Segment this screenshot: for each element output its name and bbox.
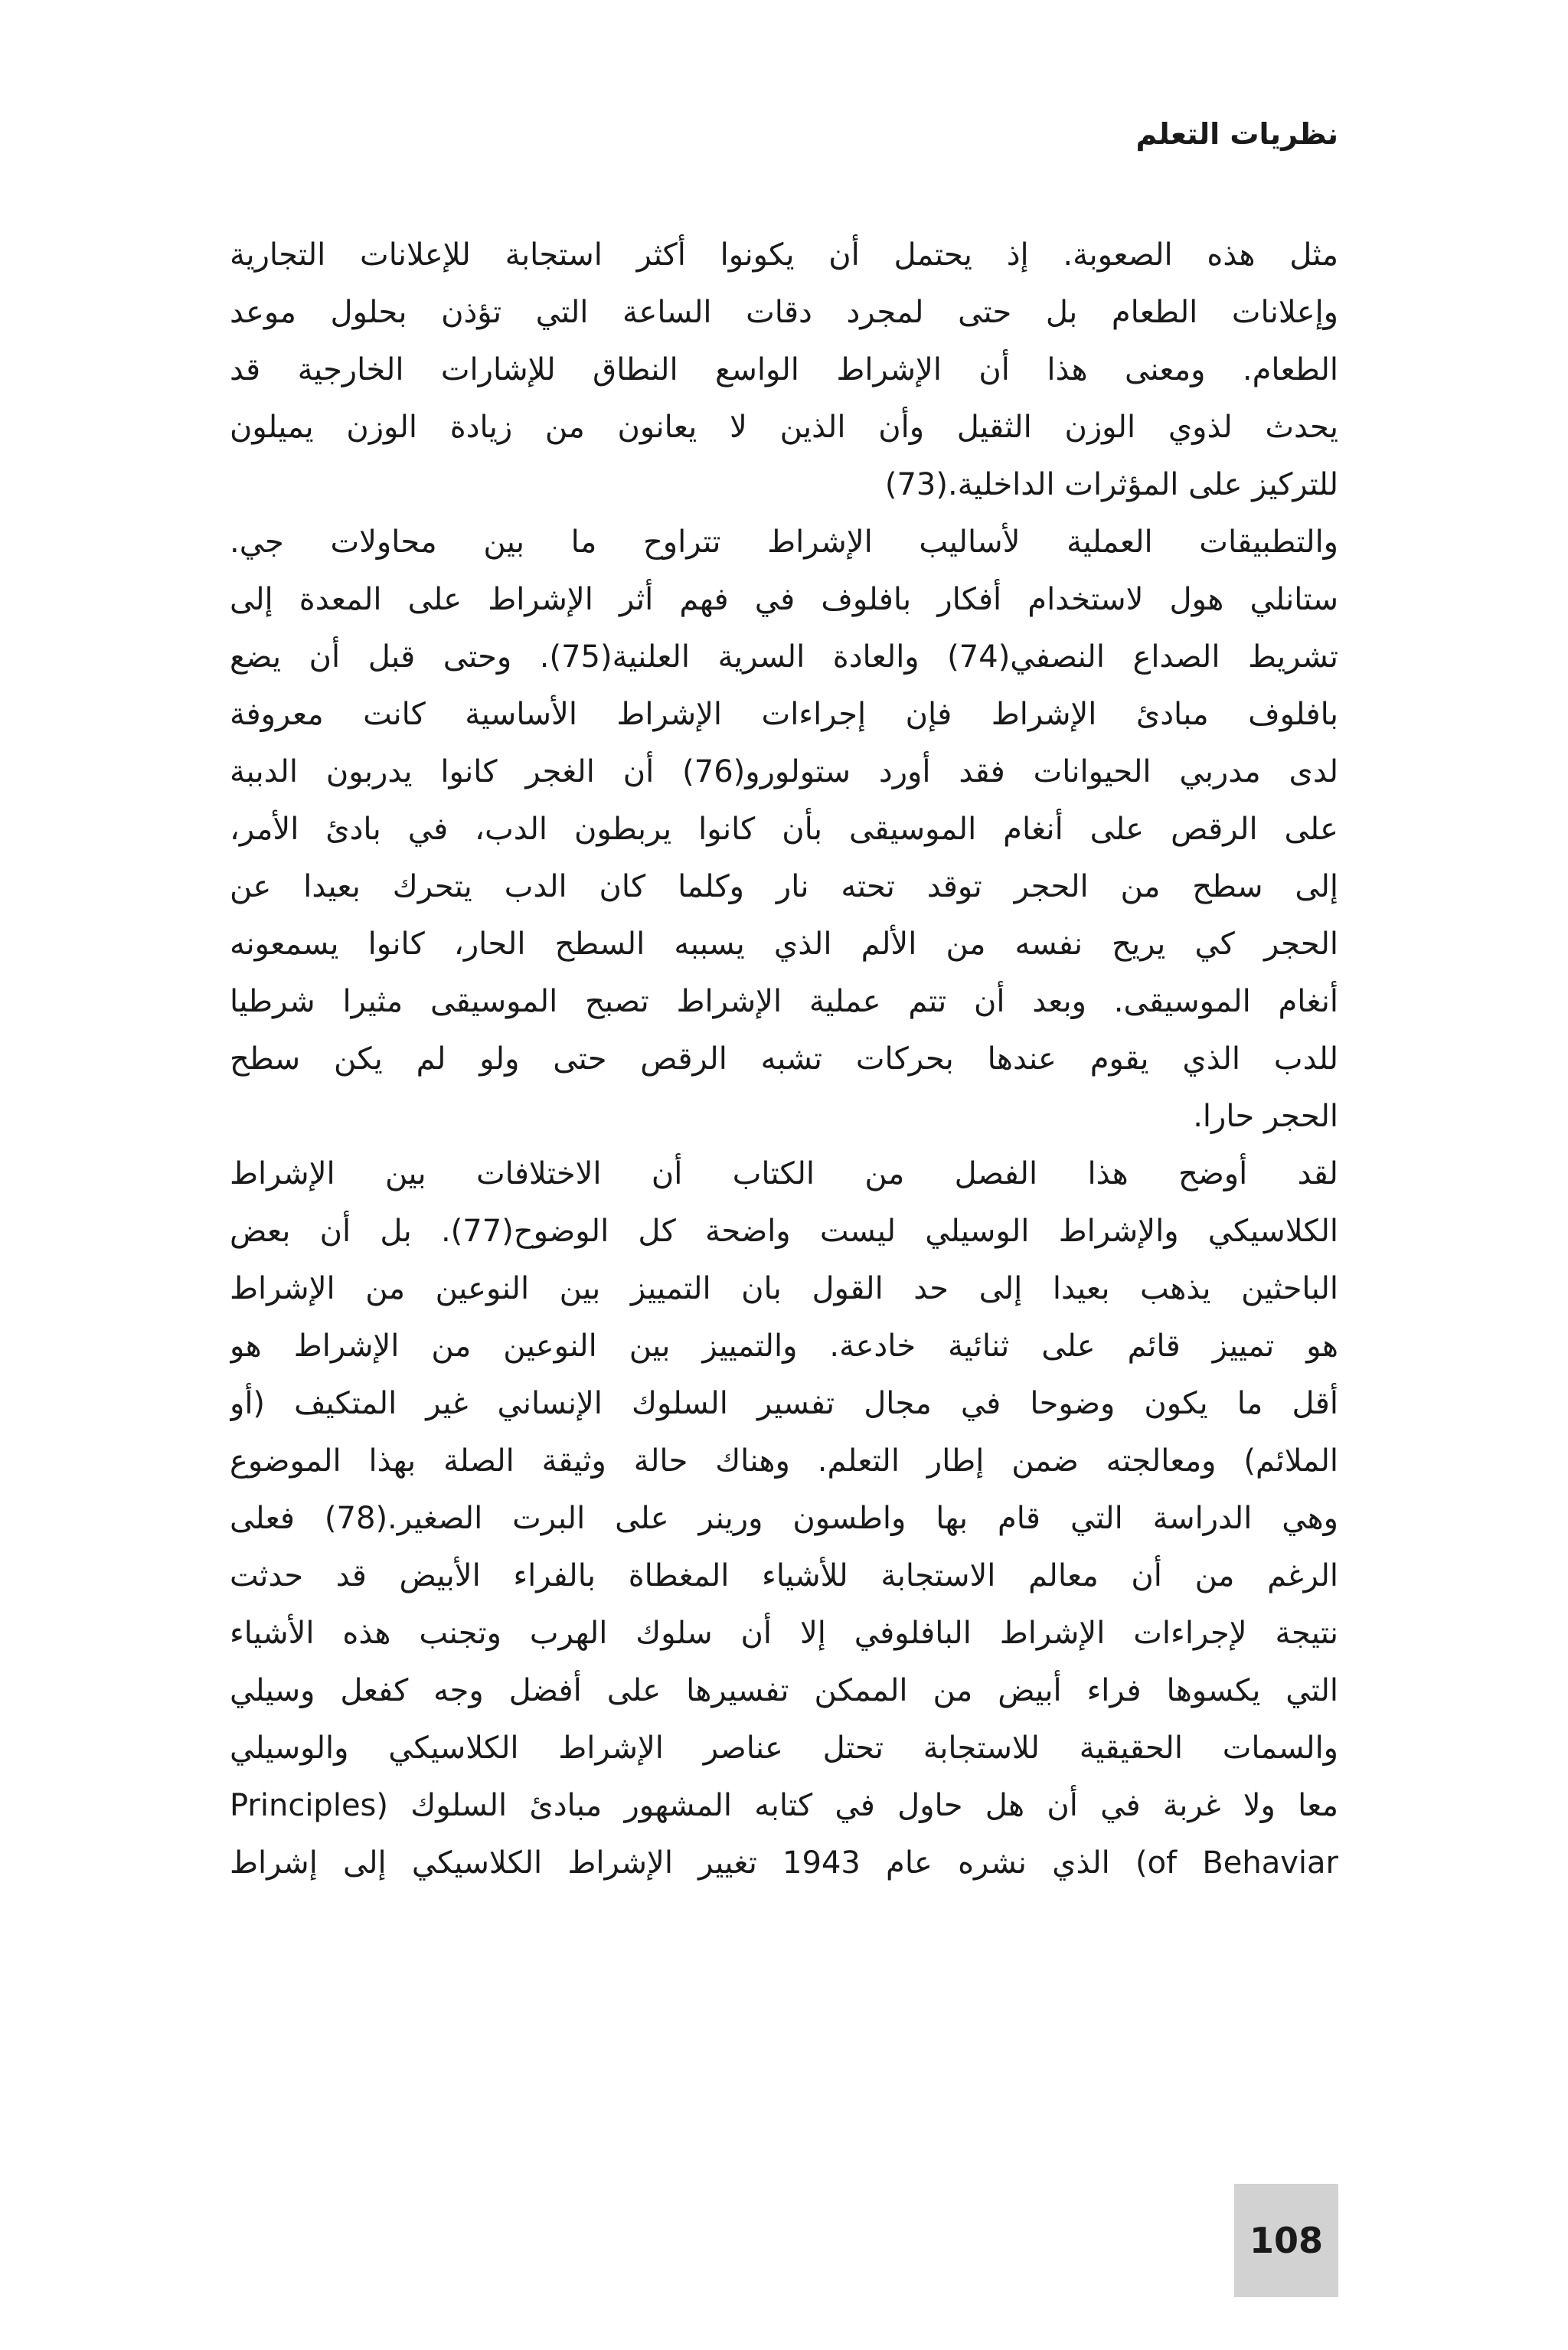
text-line: للتركيز على المؤثرات الداخلية.(73)	[884, 467, 1338, 502]
text-line: معا ولا غربة في أن هل حاول في كتابه المشهور مبادئ السلوك (Principles	[230, 1788, 1338, 1823]
body-text	[230, 227, 1338, 1892]
text-line: الحجر حارا.	[1193, 1099, 1338, 1134]
text-line: والسمات الحقيقية للاستجابة تحتل عناصر الإشراط الكلاسيكي والوسيلي	[230, 1731, 1338, 1766]
running-head-title: نظريات التعلم	[1135, 117, 1338, 151]
text-line: نتيجة لإجراءات الإشراط البافلوفي إلا أن سلوك الهرب وتجنب هذه الأشياء	[230, 1616, 1338, 1651]
text-line: يحدث لذوي الوزن الثقيل وأن الذين لا يعانون من زيادة الوزن يميلون	[230, 410, 1338, 445]
text-line: للدب الذي يقوم عندها بحركات تشبه الرقص حتى ولو لم يكن سطح	[230, 1041, 1338, 1077]
text-line: وهي الدراسة التي قام بها واطسون ورينر على البرت الصغير.(78) فعلى	[230, 1501, 1338, 1536]
text-line: والتطبيقات العملية لأساليب الإشراط تتراوح ما بين محاولات جي.	[230, 525, 1338, 560]
text-line: لدى مدربي الحيوانات فقد أورد ستولورو(76) أن الغجر كانوا يدربون الدببة	[230, 754, 1338, 789]
text-line: ستانلي هول لاستخدام أفكار بافلوف في فهم أثر الإشراط على المعدة إلى	[230, 582, 1338, 617]
text-line: الطعام. ومعنى هذا أن الإشراط الواسع النطاق للإشارات الخارجية قد	[230, 352, 1338, 387]
text-line: لقد أوضح هذا الفصل من الكتاب أن الاختلافات بين الإشراط	[230, 1156, 1338, 1191]
page-number: 108	[1234, 2184, 1338, 2297]
text-line: أقل ما يكون وضوحا في مجال تفسير السلوك الإنساني غير المتكيف (أو	[230, 1386, 1338, 1421]
text-line: الكلاسيكي والإشراط الوسيلي ليست واضحة كل الوضوح(77). بل أن بعض	[230, 1214, 1338, 1249]
text-line: إلى سطح من الحجر توقد تحته نار وكلما كان الدب يتحرك بعيدا عن	[230, 869, 1338, 904]
text-line: الرغم من أن معالم الاستجابة للأشياء المغطاة بالفراء الأبيض قد حدثت	[230, 1558, 1338, 1593]
text-line: مثل هذه الصعوبة. إذ يحتمل أن يكونوا أكثر استجابة للإعلانات التجارية	[230, 237, 1338, 273]
text-line: of Behaviar) الذي نشره عام 1943 تغيير الإشراط الكلاسيكي إلى إشراط	[230, 1845, 1338, 1881]
text-line: الملائم) ومعالجته ضمن إطار التعلم. وهناك حالة وثيقة الصلة بهذا الموضوع	[230, 1443, 1338, 1479]
text-line: بافلوف مبادئ الإشراط فإن إجراءات الإشراط الأساسية كانت معروفة	[230, 697, 1338, 732]
text-line: الحجر كي يريح نفسه من الألم الذي يسببه السطح الحار، كانوا يسمعونه	[230, 927, 1338, 962]
text-line: على الرقص على أنغام الموسيقى بأن كانوا يربطون الدب، في بادئ الأمر،	[230, 812, 1338, 847]
text-line: تشريط الصداع النصفي(74) والعادة السرية العلنية(75). وحتى قبل أن يضع	[230, 639, 1338, 675]
text-line: أنغام الموسيقى. وبعد أن تتم عملية الإشراط تصبح الموسيقى مثيرا شرطيا	[230, 984, 1338, 1019]
text-line: هو تمييز قائم على ثنائية خادعة. والتمييز بين النوعين من الإشراط هو	[230, 1329, 1338, 1364]
text-line: وإعلانات الطعام بل حتى لمجرد دقات الساعة التي تؤذن بحلول موعد	[230, 295, 1338, 330]
text-line: الباحثين يذهب بعيدا إلى حد القول بان التمييز بين النوعين من الإشراط	[230, 1271, 1338, 1306]
text-line: التي يكسوها فراء أبيض من الممكن تفسيرها على أفضل وجه كفعل وسيلي	[230, 1673, 1338, 1708]
